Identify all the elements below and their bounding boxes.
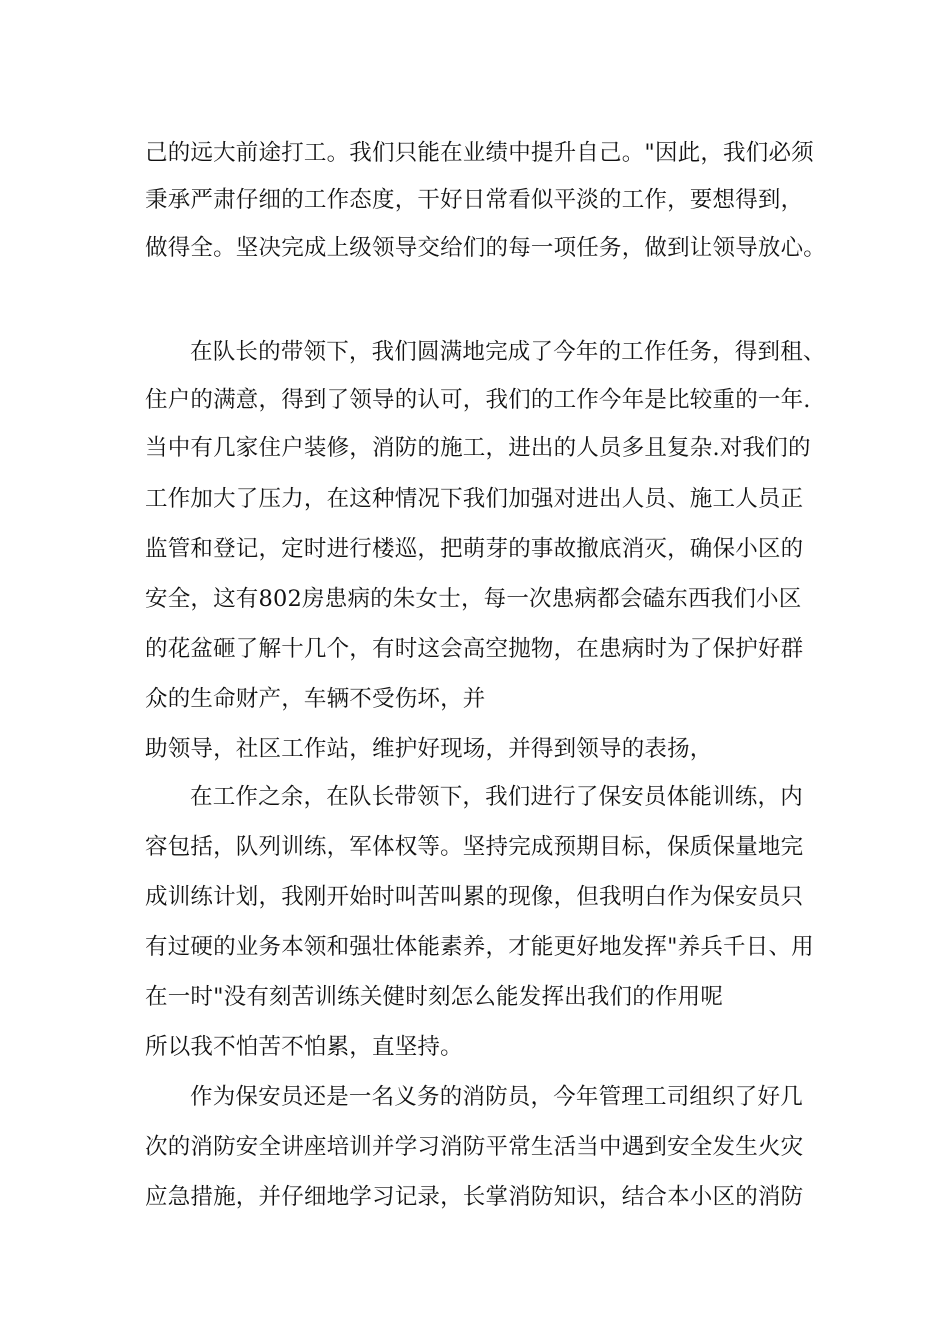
- text-line: 秉承严肃仔细的工作态度，干好日常看似平淡的工作，要想得到，: [145, 187, 804, 213]
- text-line: 住户的满意，得到了领导的认可，我们的工作今年是比较重的一年.: [145, 387, 811, 413]
- text-line: 容包括，队列训练，军体权等。坚持完成预期目标，保质保量地完: [145, 834, 804, 860]
- text-line: 成训练计划，我刚开始时叫苦叫累的现像，但我明白作为保安员只: [145, 884, 804, 910]
- text-line: 己的远大前途打工。我们只能在业绩中提升自己。"因此，我们必须: [145, 140, 814, 166]
- paragraph-first-line: 在工作之余，在队长带领下，我们进行了保安员体能训练，内: [190, 784, 803, 810]
- text-line: 安全，这有802房患病的朱女士，每一次患病都会磕东西我们小区: [145, 586, 802, 612]
- text-line: 监管和登记，定时进行楼巡，把萌芽的事故撤底消灭，确保小区的: [145, 536, 804, 562]
- text-line: 众的生命财产，车辆不受伤坏，并: [145, 686, 486, 712]
- text-line: 应急措施，并仔细地学习记录，长掌消防知识，结合本小区的消防: [145, 1184, 804, 1210]
- paragraph-first-line: 作为保安员还是一名义务的消防员，今年管理工司组织了好几: [190, 1084, 803, 1110]
- text-line: 的花盆砸了解十几个，有时这会高空抛物，在患病时为了保护好群: [145, 636, 804, 662]
- paragraph-first-line: 在队长的带领下，我们圆满地完成了今年的工作任务，得到租、: [190, 339, 826, 365]
- text-line: 所以我不怕苦不怕累，直坚持。: [145, 1034, 463, 1060]
- text-line: 次的消防安全讲座培训并学习消防平常生活当中遇到安全发生火灾: [145, 1134, 804, 1160]
- text-line: 做得全。坚决完成上级领导交给们的每一项任务，做到让领导放心。: [145, 235, 827, 261]
- text-line: 有过硬的业务本领和强壮体能素养，才能更好地发挥"养兵千日、用: [145, 934, 814, 960]
- text-line: 在一时"没有刻苦训练关健时刻怎么能发挥出我们的作用呢: [145, 984, 724, 1010]
- text-line: 当中有几家住户装修，消防的施工，进出的人员多且复杂.对我们的: [145, 435, 811, 461]
- text-line: 助领导，社区工作站，维护好现场，并得到领导的表扬，: [145, 736, 713, 762]
- text-line: 工作加大了压力，在这种情况下我们加强对进出人员、施工人员正: [145, 486, 804, 512]
